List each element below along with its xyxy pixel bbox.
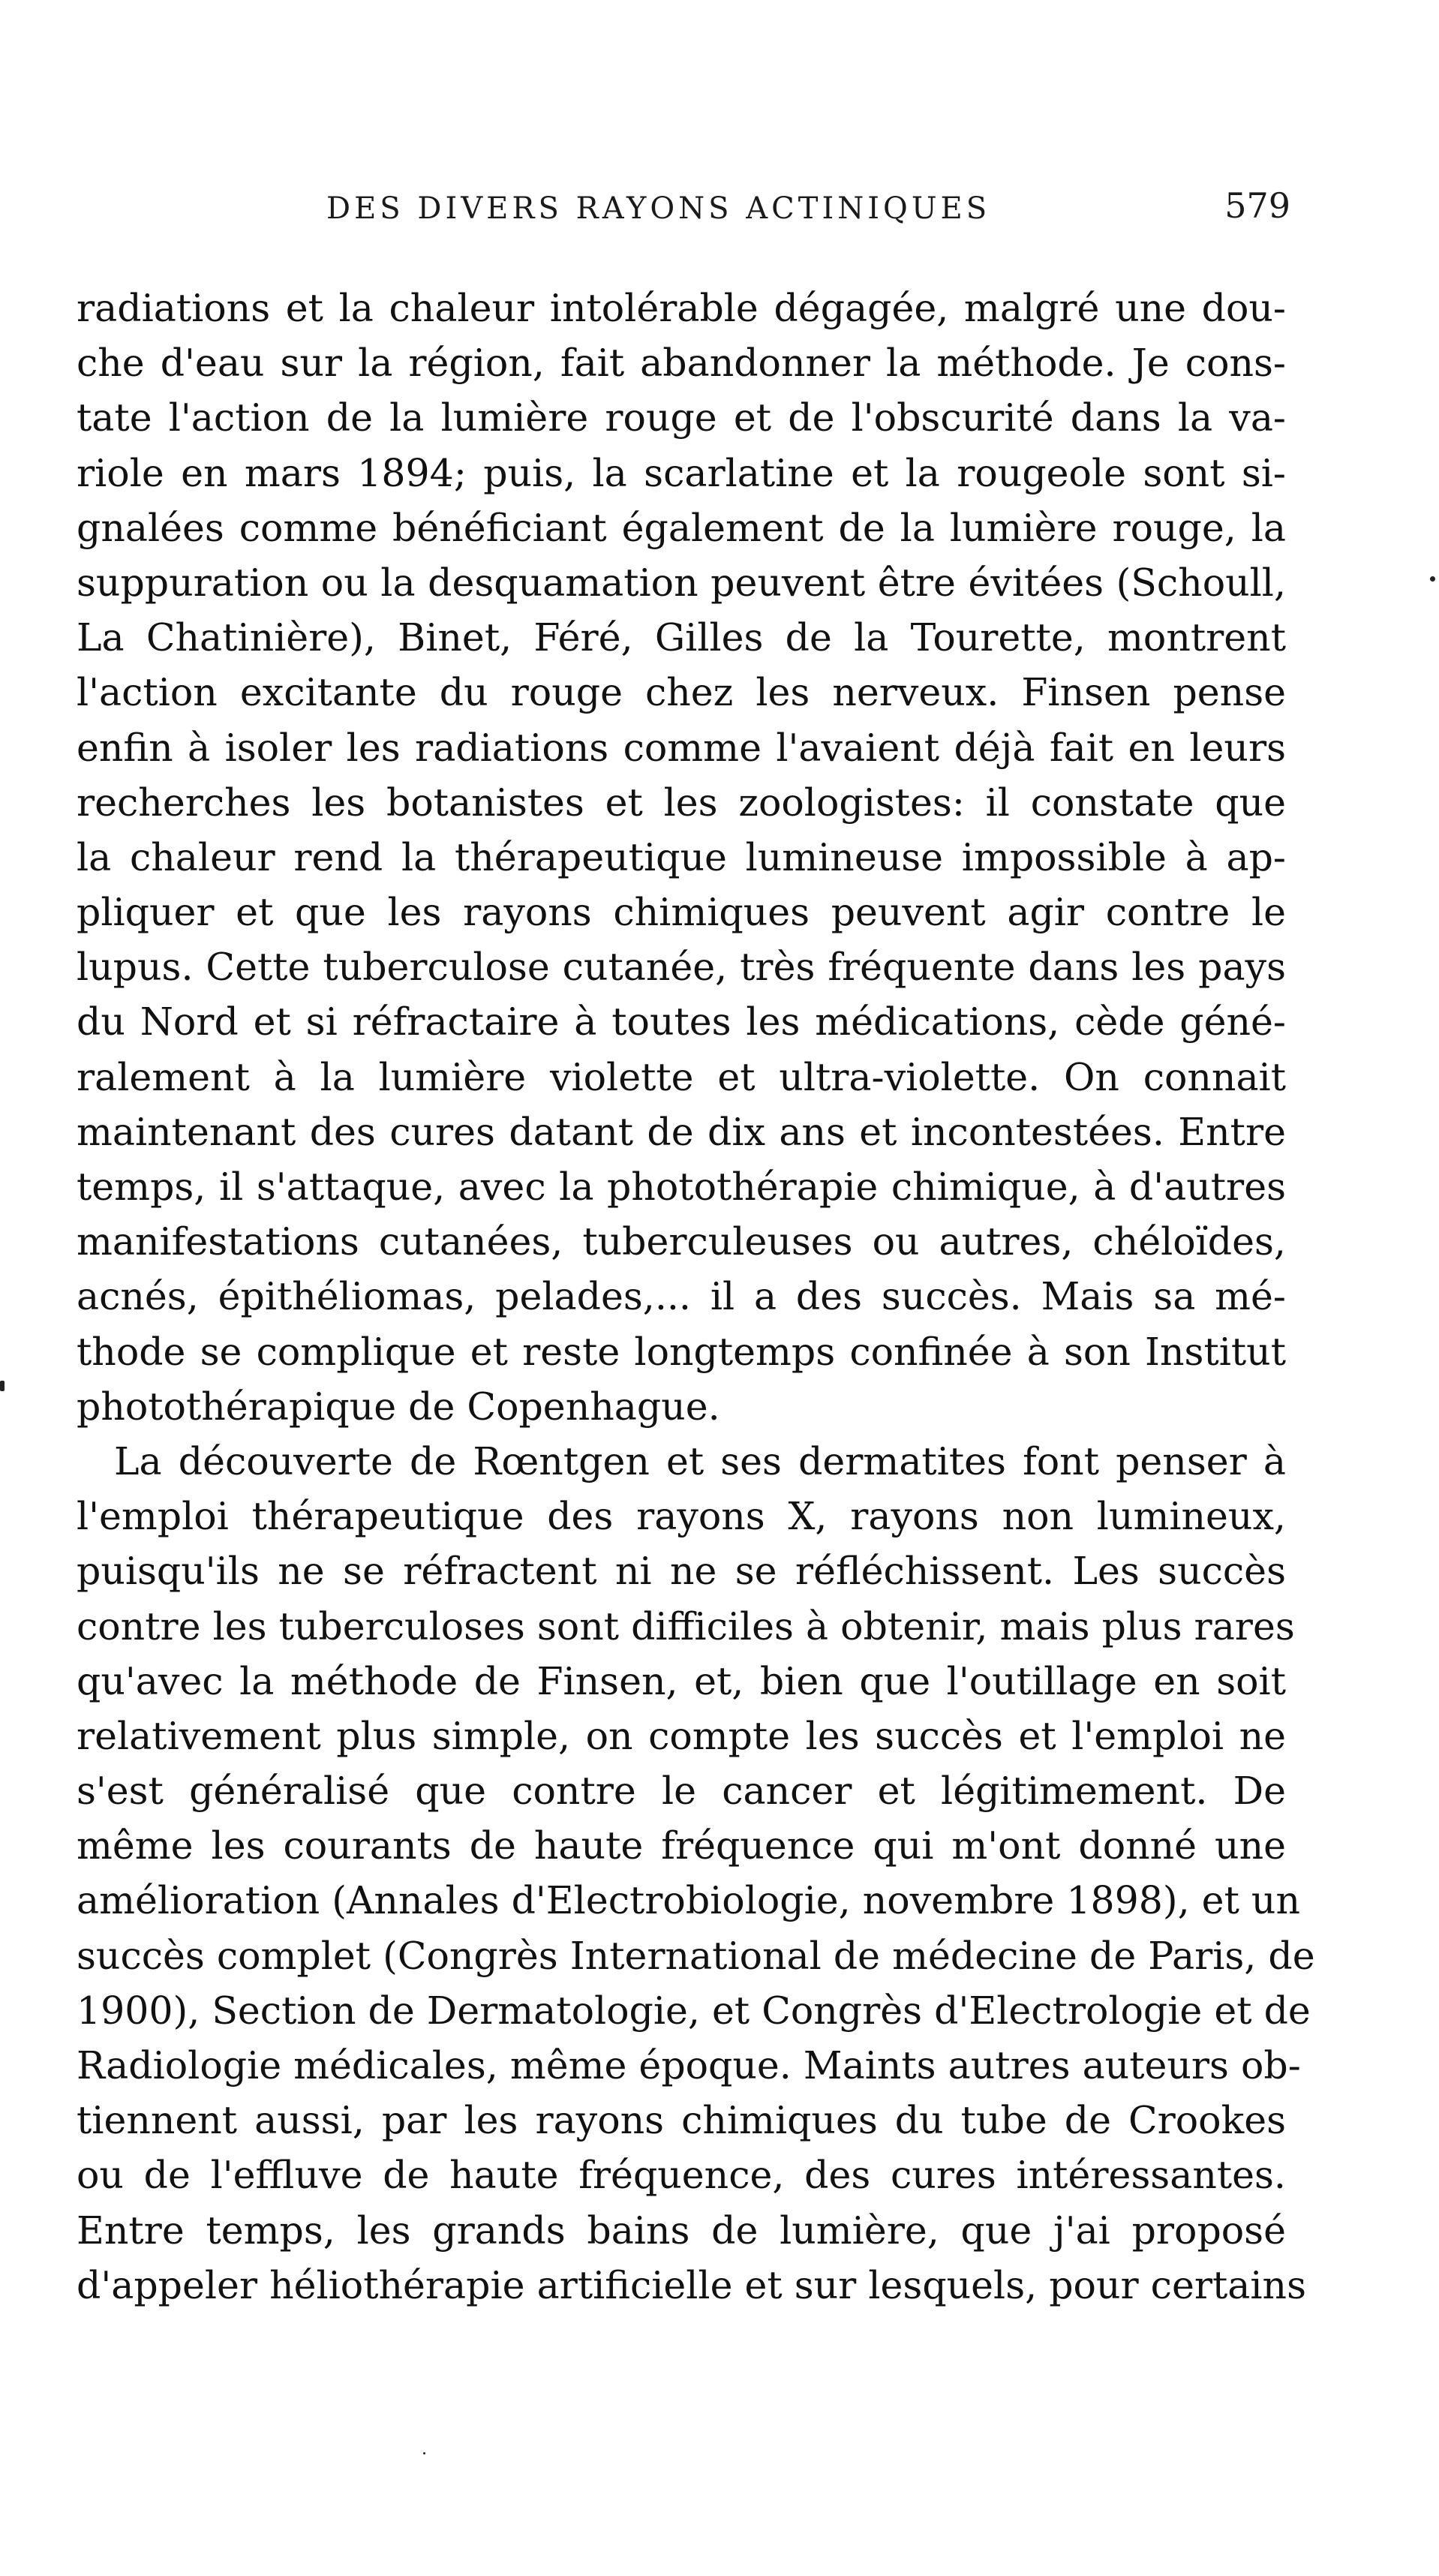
text-line: tate l'action de la lumière rouge et de l'obscurité dans la va- [77, 395, 1286, 440]
text-line: même les courants de haute fréquence qui m'ont donné une [77, 1823, 1286, 1868]
text-line: che d'eau sur la région, fait abandonner la méthode. Je cons- [77, 341, 1286, 386]
text-line: succès complet (Congrès International de médecine de Paris, de [77, 1933, 1315, 1978]
text-line: relativement plus simple, on compte les succès et l'emploi ne [77, 1713, 1286, 1758]
text-line: temps, il s'attaque, avec la photothérapie chimique, à d'autres [77, 1165, 1286, 1209]
scan-speck [1430, 576, 1435, 582]
text-line: la chaleur rend la thérapeutique lumineuse impossible à ap- [77, 834, 1286, 879]
scan-speck [0, 1381, 5, 1391]
text-line: d'appeler héliothérapie artificielle et sur lesquels, pour certains [77, 2262, 1306, 2307]
body-text [77, 281, 1315, 2313]
running-head: DES DIVERS RAYONS ACTINIQUES [326, 191, 991, 226]
text-line: tiennent aussi, par les rayons chimiques du tube de Crookes [77, 2098, 1286, 2143]
text-line: contre les tuberculoses sont difficiles à obtenir, mais plus rares [77, 1604, 1295, 1649]
text-line: radiations et la chaleur intolérable dégagée, malgré une dou- [77, 286, 1286, 330]
text-line: 1900), Section de Dermatologie, et Congrès d'Electrologie et de [77, 1988, 1311, 2033]
paragraph-1 [77, 281, 1286, 1434]
text-line: l'action excitante du rouge chez les nerveux. Finsen pense [77, 670, 1286, 715]
text-line: puisqu'ils ne se réfractent ni ne se réfléchissent. Les succès [77, 1549, 1286, 1594]
text-line: du Nord et si réfractaire à toutes les médications, cède géné- [77, 999, 1286, 1045]
text-line: amélioration (Annales d'Electrobiologie, novembre 1898), et un [77, 1878, 1300, 1923]
page-header [75, 185, 1290, 236]
text-line: enfin à isoler les radiations comme l'avaient déjà fait en leurs [77, 725, 1286, 770]
text-line: acnés, épithéliomas, pelades,... il a des succès. Mais sa mé- [77, 1274, 1286, 1319]
text-line: ralement à la lumière violette et ultra-violette. On connait [77, 1054, 1286, 1099]
text-line: Radiologie médicales, même époque. Maints autres auteurs ob- [77, 2043, 1301, 2088]
text-line: recherches les botanistes et les zoologistes: il constate que [77, 780, 1286, 825]
text-line: manifestations cutanées, tuberculeuses ou autres, chéloïdes, [77, 1219, 1286, 1264]
text-line: maintenant des cures datant de dix ans et incontestées. Entre [77, 1109, 1286, 1154]
text-line: suppuration ou la desquamation peuvent être évitées (Schoull, [77, 560, 1286, 605]
text-line: ou de l'effluve de haute fréquence, des cures intéressantes. [77, 2153, 1286, 2198]
text-line: gnalées comme bénéficiant également de la lumière rouge, la [77, 505, 1286, 550]
paragraph-2 [77, 1434, 1315, 2313]
scan-speck [423, 2452, 425, 2454]
text-line: qu'avec la méthode de Finsen, et, bien que l'outillage en soit [77, 1658, 1286, 1703]
text-line: lupus. Cette tuberculose cutanée, très fréquente dans les pays [77, 945, 1286, 990]
text-line: Entre temps, les grands bains de lumière, que j'ai proposé [77, 2208, 1286, 2253]
text-line: photothérapique de Copenhague. [77, 1384, 720, 1429]
text-line: pliquer et que les rayons chimiques peuvent agir contre le [77, 890, 1286, 935]
text-line: La Chatinière), Binet, Féré, Gilles de la Tourette, montrent [77, 615, 1286, 660]
page-number: 579 [1224, 185, 1290, 226]
text-line: l'emploi thérapeutique des rayons X, rayons non lumineux, [77, 1494, 1286, 1539]
text-line: thode se complique et reste longtemps confinée à son Institut [77, 1329, 1286, 1374]
text-line: La découverte de Rœntgen et ses dermatites font penser à [114, 1438, 1286, 1483]
text-line: riole en mars 1894; puis, la scarlatine et la rougeole sont si- [77, 450, 1286, 495]
text-line: s'est généralisé que contre le cancer et légitimement. De [77, 1769, 1286, 1814]
